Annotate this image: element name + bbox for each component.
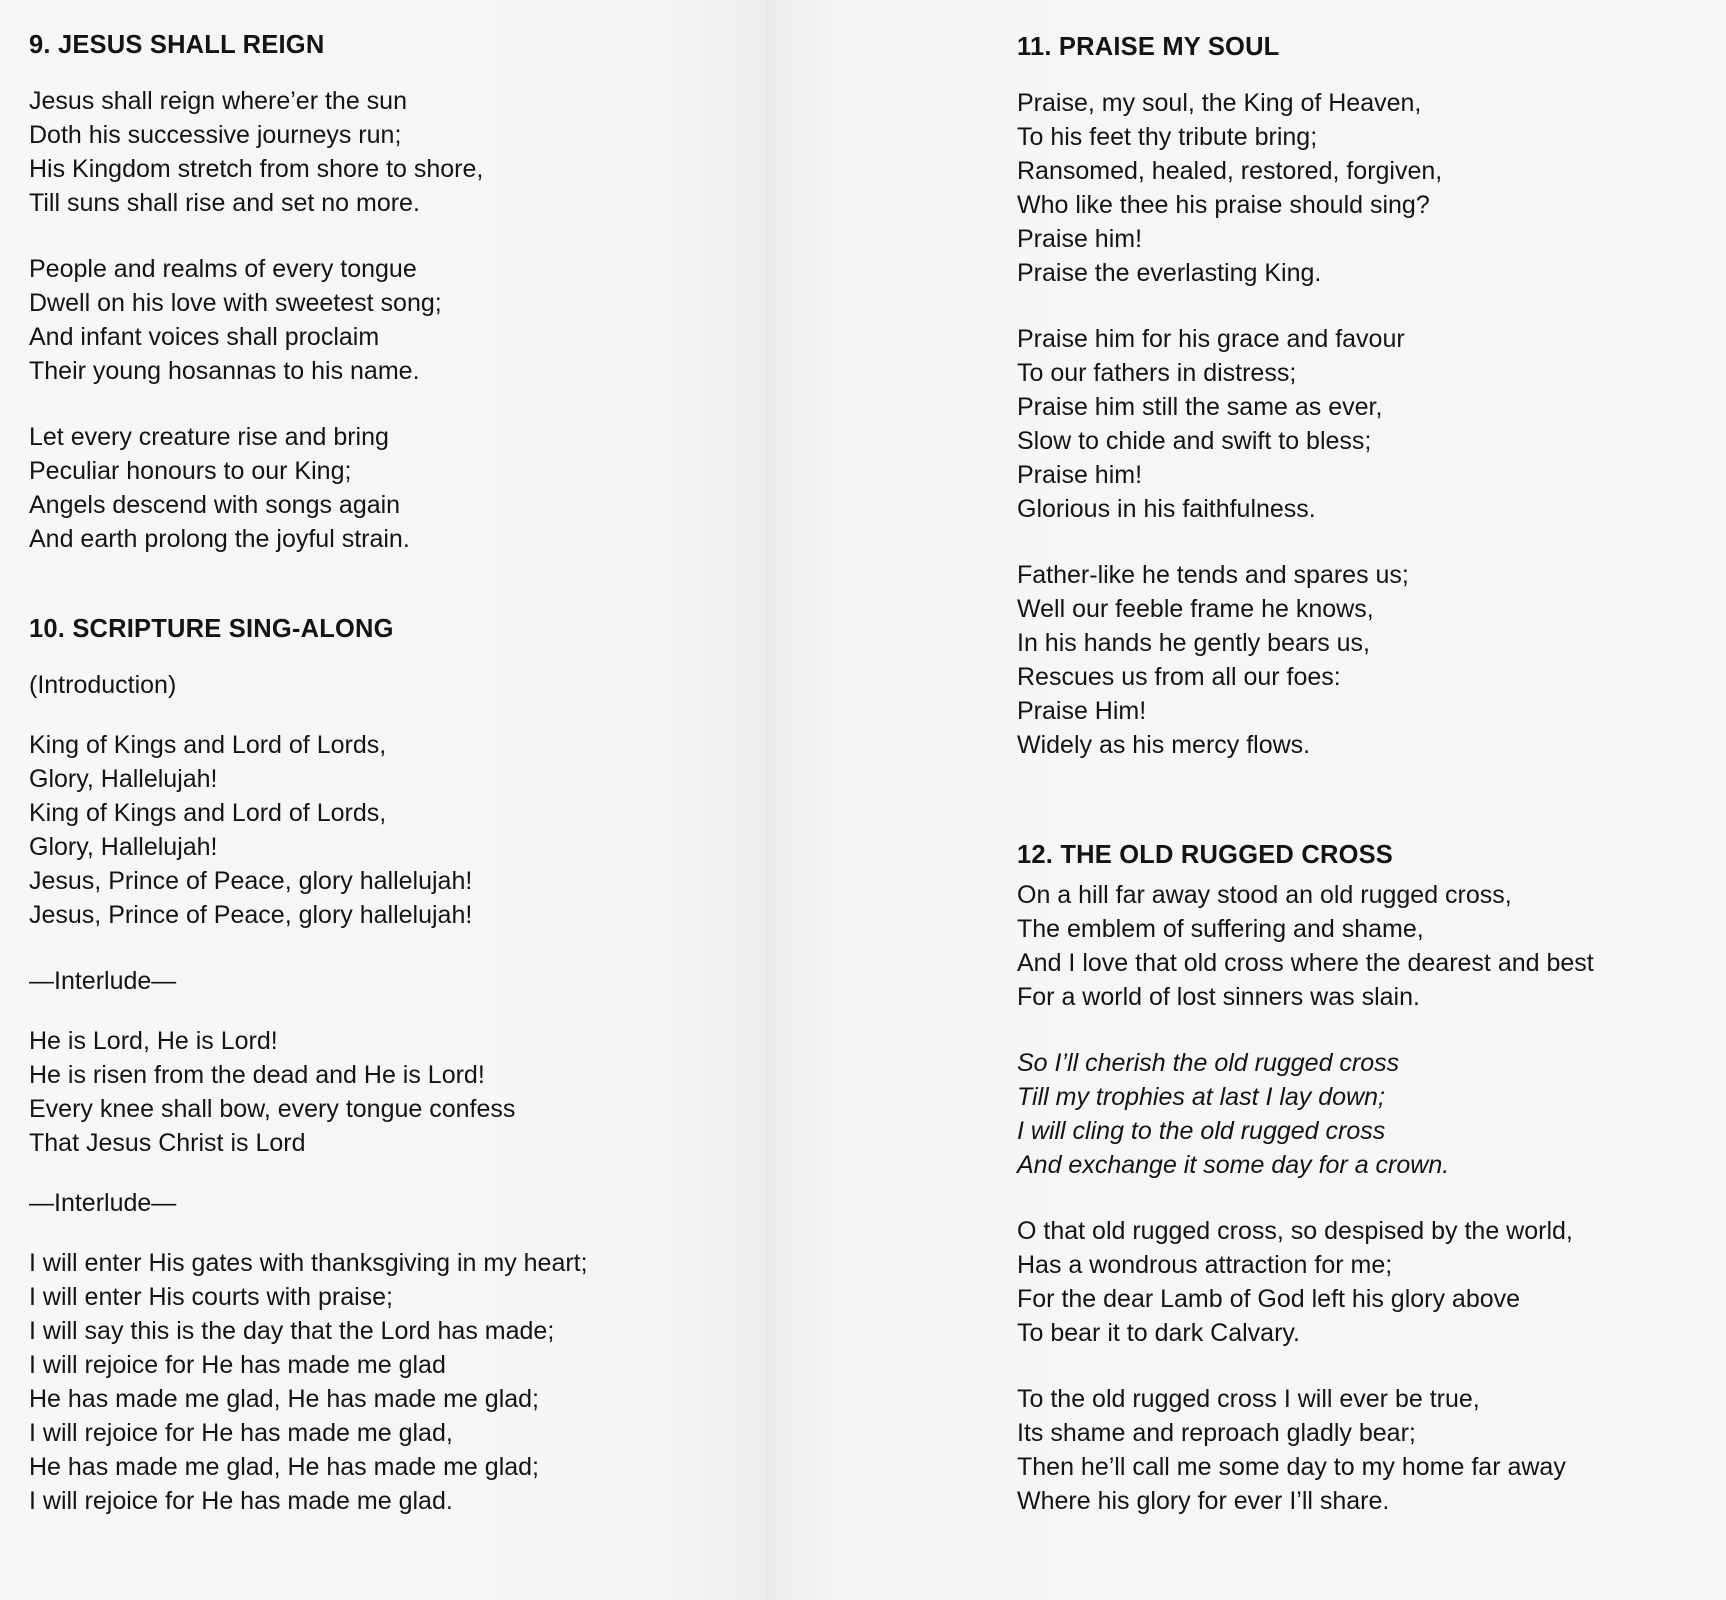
hymn-title: 11. PRAISE MY SOUL: [1017, 33, 1280, 61]
lyric-line: Angels descend with songs again: [29, 491, 401, 519]
lyric-line: That Jesus Christ is Lord: [29, 1129, 306, 1157]
lyric-line: Glory, Hallelujah!: [29, 833, 218, 861]
lyric-line: Father-like he tends and spares us;: [1017, 561, 1409, 589]
stanza: [29, 728, 767, 932]
lyric-line: Where his glory for ever I’ll share.: [1017, 1487, 1390, 1515]
lyric-line: And infant voices shall proclaim: [29, 323, 380, 351]
lyric-line: Till my trophies at last I lay down;: [1017, 1083, 1385, 1111]
lyric-line: Praise the everlasting King.: [1017, 259, 1322, 287]
hymn-12: [1017, 838, 1726, 1518]
lyric-line: Jesus, Prince of Peace, glory hallelujah!: [29, 901, 473, 929]
lyric-line: To our fathers in distress;: [1017, 359, 1297, 387]
lyric-line: —Interlude—: [29, 1189, 177, 1217]
lyric-line: Let every creature rise and bring: [29, 423, 389, 451]
hymn-title: 10. SCRIPTURE SING-ALONG: [29, 615, 394, 643]
interlude-marker: [29, 1186, 767, 1220]
lyric-line: He has made me glad, He has made me glad;: [29, 1385, 539, 1413]
stanza: [1017, 558, 1726, 762]
hymn-title: 12. THE OLD RUGGED CROSS: [1017, 841, 1394, 869]
lyric-line: People and realms of every tongue: [29, 255, 417, 283]
lyric-line: He is Lord, He is Lord!: [29, 1027, 278, 1055]
lyric-line: Jesus, Prince of Peace, glory hallelujah!: [29, 867, 473, 895]
lyric-line: The emblem of suffering and shame,: [1017, 915, 1424, 943]
lyric-line: Glory, Hallelujah!: [29, 765, 218, 793]
lyric-line: Widely as his mercy flows.: [1017, 731, 1311, 759]
lyric-line: Praise him for his grace and favour: [1017, 325, 1405, 353]
lyric-line: Dwell on his love with sweetest song;: [29, 289, 442, 317]
lyric-line: I will cling to the old rugged cross: [1017, 1117, 1386, 1145]
lyric-line: He has made me glad, He has made me glad;: [29, 1453, 539, 1481]
hymn-10: [29, 612, 767, 1518]
lyric-line: Praise him!: [1017, 461, 1143, 489]
lyric-line: Glorious in his faithfulness.: [1017, 495, 1316, 523]
lyric-line: And I love that old cross where the dearest and best: [1017, 949, 1594, 977]
lyric-line: To bear it to dark Calvary.: [1017, 1319, 1300, 1347]
stanza: [1017, 1382, 1726, 1518]
lyric-line: Praise him still the same as ever,: [1017, 393, 1383, 421]
lyric-line: I will enter His courts with praise;: [29, 1283, 394, 1311]
lyric-line: I will rejoice for He has made me glad: [29, 1351, 446, 1379]
hymn-title: 9. JESUS SHALL REIGN: [29, 31, 325, 59]
lyric-line: Praise him!: [1017, 225, 1143, 253]
lyric-line: Jesus shall reign where’er the sun: [29, 87, 407, 115]
lyric-line: Their young hosannas to his name.: [29, 357, 420, 385]
left-page: [0, 0, 767, 1600]
lyric-line: Then he’ll call me some day to my home far away: [1017, 1453, 1566, 1481]
lyric-line: Slow to chide and swift to bless;: [1017, 427, 1372, 455]
stanza: [29, 1024, 767, 1160]
lyric-line: Well our feeble frame he knows,: [1017, 595, 1374, 623]
lyric-line: Every knee shall bow, every tongue confess: [29, 1095, 516, 1123]
lyric-line: He is risen from the dead and He is Lord!: [29, 1061, 485, 1089]
lyric-line: Praise, my soul, the King of Heaven,: [1017, 89, 1422, 117]
lyric-line: Doth his successive journeys run;: [29, 121, 402, 149]
stanza: [29, 420, 767, 556]
lyric-line: And earth prolong the joyful strain.: [29, 525, 410, 553]
stanza: [1017, 86, 1726, 290]
lyric-line: Rescues us from all our foes:: [1017, 663, 1341, 691]
stanza: [1017, 878, 1726, 1014]
hymn-9: [29, 28, 767, 556]
lyric-line: In his hands he gently bears us,: [1017, 629, 1371, 657]
lyric-line: To the old rugged cross I will ever be true,: [1017, 1385, 1480, 1413]
lyric-line: Ransomed, healed, restored, forgiven,: [1017, 157, 1443, 185]
stanza: [1017, 1214, 1726, 1350]
lyric-line: Has a wondrous attraction for me;: [1017, 1251, 1393, 1279]
stanza: [29, 1246, 767, 1518]
lyric-line: Praise Him!: [1017, 697, 1147, 725]
right-page: [767, 0, 1726, 1600]
lyric-line: To his feet thy tribute bring;: [1017, 123, 1318, 151]
stanza: [1017, 322, 1726, 526]
lyric-line: So I’ll cherish the old rugged cross: [1017, 1049, 1400, 1077]
lyric-line: Its shame and reproach gladly bear;: [1017, 1419, 1416, 1447]
stanza: [29, 252, 767, 388]
interlude-marker: [29, 964, 767, 998]
lyric-line: I will enter His gates with thanksgiving in my heart;: [29, 1249, 588, 1277]
lyric-line: Till suns shall rise and set no more.: [29, 189, 420, 217]
lyric-line: Peculiar honours to our King;: [29, 457, 352, 485]
lyric-line: I will say this is the day that the Lord has made;: [29, 1317, 555, 1345]
lyric-line: O that old rugged cross, so despised by the world,: [1017, 1217, 1573, 1245]
stanza: [29, 84, 767, 220]
chorus: [1017, 1046, 1726, 1182]
hymn-11: [1017, 30, 1726, 762]
lyric-line: Who like thee his praise should sing?: [1017, 191, 1430, 219]
lyric-line: For the dear Lamb of God left his glory above: [1017, 1285, 1521, 1313]
lyric-line: I will rejoice for He has made me glad,: [29, 1419, 453, 1447]
lyric-line: King of Kings and Lord of Lords,: [29, 731, 387, 759]
lyric-line: King of Kings and Lord of Lords,: [29, 799, 387, 827]
lyric-line: —Interlude—: [29, 967, 177, 995]
lyric-line: His Kingdom stretch from shore to shore,: [29, 155, 484, 183]
lyric-line: And exchange it some day for a crown.: [1017, 1151, 1450, 1179]
introduction-note: (Introduction): [29, 671, 177, 699]
lyric-line: For a world of lost sinners was slain.: [1017, 983, 1420, 1011]
lyric-line: I will rejoice for He has made me glad.: [29, 1487, 453, 1515]
lyric-line: On a hill far away stood an old rugged cross,: [1017, 881, 1512, 909]
